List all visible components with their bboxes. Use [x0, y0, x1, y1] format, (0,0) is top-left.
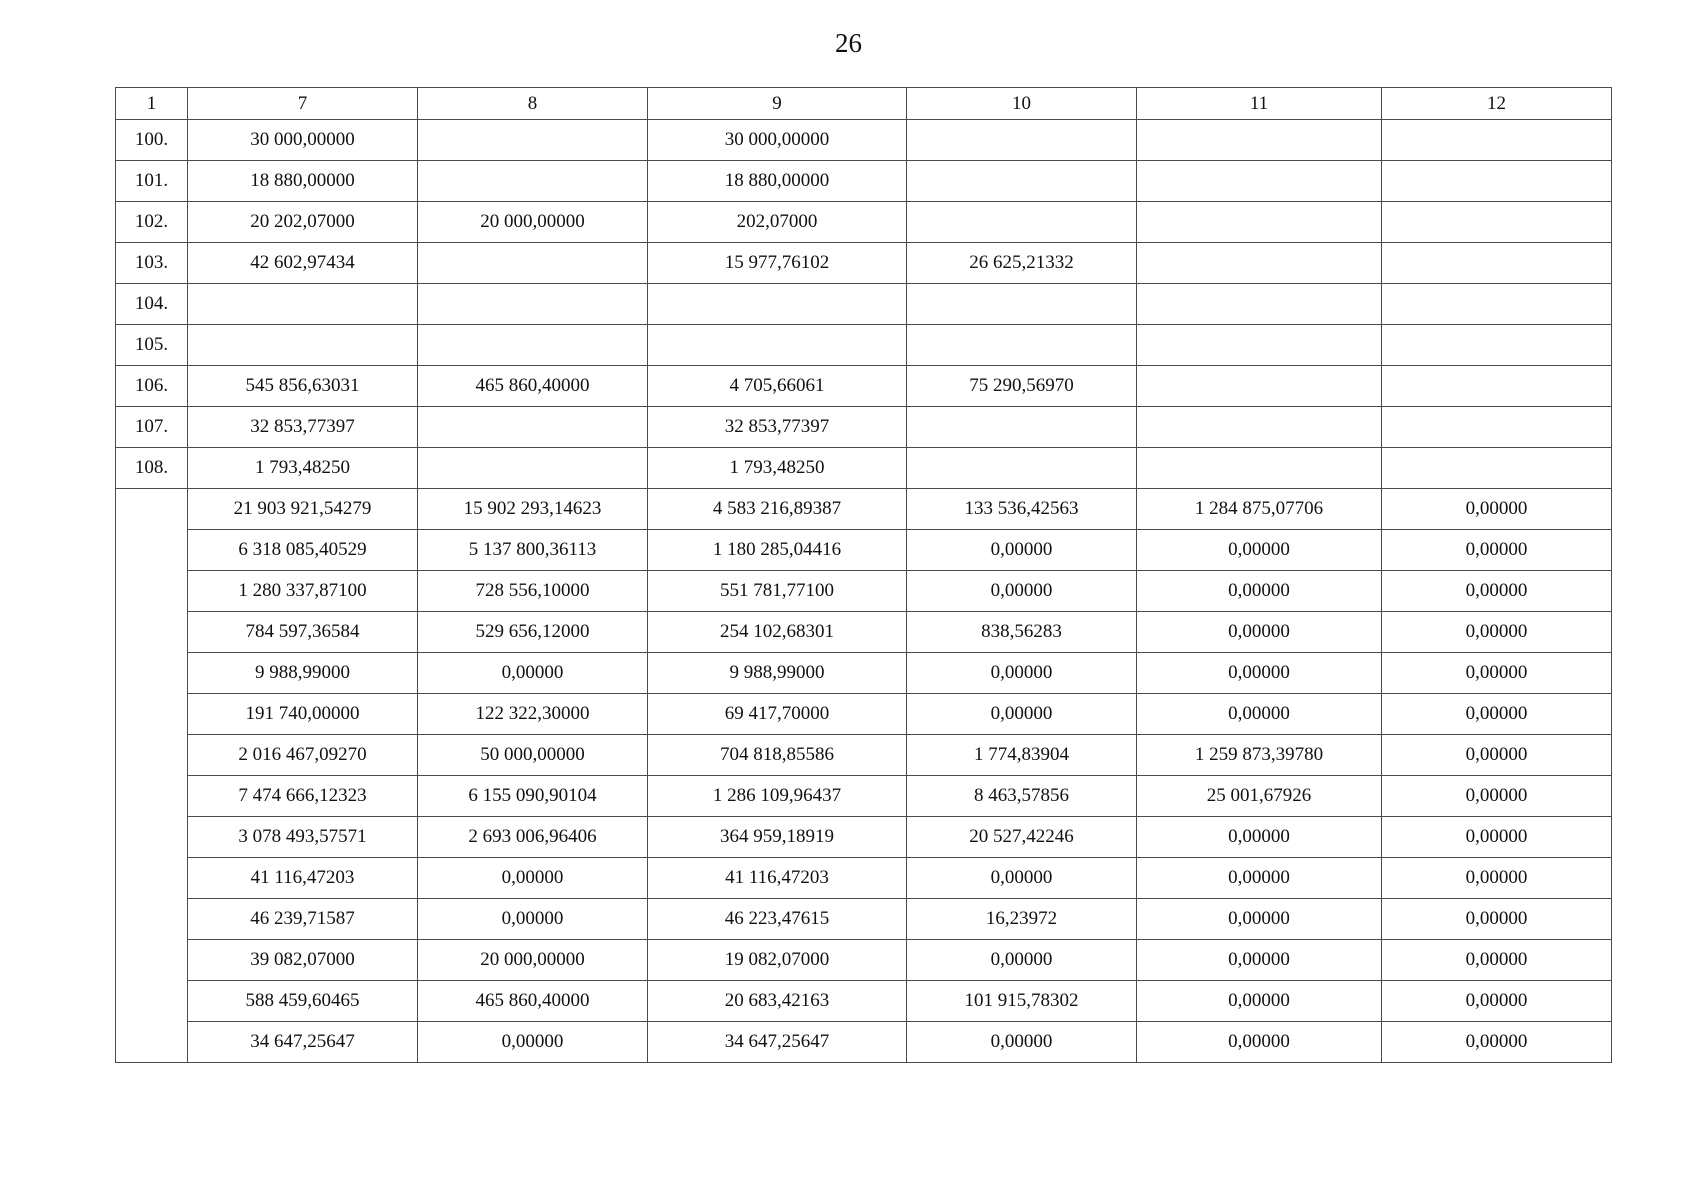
total-cell: 0,00000 [907, 1022, 1137, 1063]
table-row [116, 366, 1612, 407]
total-cell: 21 903 921,54279 [188, 489, 418, 530]
total-cell: 34 647,25647 [188, 1022, 418, 1063]
table-row [116, 202, 1612, 243]
total-cell: 4 583 216,89387 [648, 489, 907, 530]
total-cell: 0,00000 [418, 653, 648, 694]
table-row [116, 448, 1612, 489]
table-cell [1382, 366, 1612, 407]
total-cell: 0,00000 [907, 530, 1137, 571]
total-cell: 0,00000 [907, 940, 1137, 981]
table-cell [1137, 325, 1382, 366]
total-cell: 0,00000 [1382, 571, 1612, 612]
table-cell: 32 853,77397 [188, 407, 418, 448]
total-cell: 0,00000 [1382, 817, 1612, 858]
row-number-cell: 100. [116, 120, 188, 161]
total-cell: 0,00000 [1137, 1022, 1382, 1063]
total-cell: 0,00000 [418, 1022, 648, 1063]
total-row [116, 858, 1612, 899]
table-cell [1382, 407, 1612, 448]
table-cell: 26 625,21332 [907, 243, 1137, 284]
total-cell: 0,00000 [1382, 694, 1612, 735]
row-number-cell: 101. [116, 161, 188, 202]
total-cell: 15 902 293,14623 [418, 489, 648, 530]
table-cell [907, 448, 1137, 489]
table-cell [907, 325, 1137, 366]
total-cell: 133 536,42563 [907, 489, 1137, 530]
total-cell: 39 082,07000 [188, 940, 418, 981]
total-row [116, 612, 1612, 653]
total-cell: 0,00000 [1382, 489, 1612, 530]
total-cell: 0,00000 [1382, 776, 1612, 817]
table-cell [418, 161, 648, 202]
total-cell: 0,00000 [1382, 899, 1612, 940]
total-cell: 1 286 109,96437 [648, 776, 907, 817]
merged-empty-cell [116, 489, 188, 1063]
total-cell: 2 693 006,96406 [418, 817, 648, 858]
total-cell: 0,00000 [1137, 981, 1382, 1022]
row-number-cell: 102. [116, 202, 188, 243]
table-cell [1382, 448, 1612, 489]
total-cell: 0,00000 [1382, 981, 1612, 1022]
total-cell: 2 016 467,09270 [188, 735, 418, 776]
table-row [116, 120, 1612, 161]
total-cell: 41 116,47203 [648, 858, 907, 899]
total-cell: 0,00000 [1382, 612, 1612, 653]
table-cell [1382, 284, 1612, 325]
total-cell: 364 959,18919 [648, 817, 907, 858]
budget-table [115, 87, 1612, 1063]
total-cell: 0,00000 [1137, 571, 1382, 612]
total-cell: 0,00000 [1137, 858, 1382, 899]
table-cell: 30 000,00000 [188, 120, 418, 161]
total-cell: 784 597,36584 [188, 612, 418, 653]
total-row [116, 653, 1612, 694]
total-cell: 0,00000 [1382, 735, 1612, 776]
column-header: 1 [116, 88, 188, 120]
total-cell: 0,00000 [1137, 653, 1382, 694]
total-row [116, 899, 1612, 940]
total-cell: 7 474 666,12323 [188, 776, 418, 817]
total-cell: 728 556,10000 [418, 571, 648, 612]
total-cell: 69 417,70000 [648, 694, 907, 735]
table-cell: 1 793,48250 [648, 448, 907, 489]
total-cell: 34 647,25647 [648, 1022, 907, 1063]
column-header: 11 [1137, 88, 1382, 120]
total-cell: 0,00000 [1137, 612, 1382, 653]
total-cell: 529 656,12000 [418, 612, 648, 653]
table-cell [1137, 407, 1382, 448]
table-cell [1382, 202, 1612, 243]
total-cell: 46 239,71587 [188, 899, 418, 940]
total-cell: 838,56283 [907, 612, 1137, 653]
table-cell: 30 000,00000 [648, 120, 907, 161]
total-row [116, 735, 1612, 776]
table-cell [907, 202, 1137, 243]
total-cell: 0,00000 [1382, 653, 1612, 694]
table-cell [1137, 120, 1382, 161]
table-cell [418, 243, 648, 284]
table-cell [648, 325, 907, 366]
total-cell: 0,00000 [1137, 940, 1382, 981]
total-cell: 704 818,85586 [648, 735, 907, 776]
table-cell [418, 448, 648, 489]
table-cell [418, 407, 648, 448]
total-cell: 1 280 337,87100 [188, 571, 418, 612]
table-cell [907, 407, 1137, 448]
total-cell: 5 137 800,36113 [418, 530, 648, 571]
table-cell: 20 000,00000 [418, 202, 648, 243]
table-cell: 465 860,40000 [418, 366, 648, 407]
total-cell: 1 284 875,07706 [1137, 489, 1382, 530]
table-row [116, 284, 1612, 325]
table-cell [188, 284, 418, 325]
total-cell: 46 223,47615 [648, 899, 907, 940]
total-cell: 0,00000 [1137, 899, 1382, 940]
total-cell: 0,00000 [1137, 530, 1382, 571]
column-header: 12 [1382, 88, 1612, 120]
table-row [116, 325, 1612, 366]
total-cell: 0,00000 [1382, 858, 1612, 899]
total-cell: 0,00000 [1382, 530, 1612, 571]
total-cell: 6 155 090,90104 [418, 776, 648, 817]
total-cell: 3 078 493,57571 [188, 817, 418, 858]
table-cell [1137, 243, 1382, 284]
total-cell: 1 774,83904 [907, 735, 1137, 776]
total-row [116, 981, 1612, 1022]
table-cell: 4 705,66061 [648, 366, 907, 407]
table-cell [1137, 161, 1382, 202]
table-cell [1382, 120, 1612, 161]
total-cell: 41 116,47203 [188, 858, 418, 899]
table-body [116, 88, 1612, 1063]
total-cell: 50 000,00000 [418, 735, 648, 776]
row-number-cell: 106. [116, 366, 188, 407]
total-cell: 465 860,40000 [418, 981, 648, 1022]
total-cell: 101 915,78302 [907, 981, 1137, 1022]
total-cell: 0,00000 [418, 899, 648, 940]
table-cell: 18 880,00000 [188, 161, 418, 202]
total-row [116, 694, 1612, 735]
total-cell: 551 781,77100 [648, 571, 907, 612]
table-row [116, 243, 1612, 284]
table-cell [907, 120, 1137, 161]
table-cell [907, 284, 1137, 325]
total-cell: 8 463,57856 [907, 776, 1137, 817]
table-cell [1137, 202, 1382, 243]
total-row [116, 571, 1612, 612]
total-cell: 0,00000 [1137, 817, 1382, 858]
total-cell: 191 740,00000 [188, 694, 418, 735]
total-cell: 6 318 085,40529 [188, 530, 418, 571]
table-cell [188, 325, 418, 366]
total-cell: 0,00000 [418, 858, 648, 899]
total-cell: 20 000,00000 [418, 940, 648, 981]
total-cell: 588 459,60465 [188, 981, 418, 1022]
total-cell: 16,23972 [907, 899, 1137, 940]
total-cell: 20 683,42163 [648, 981, 907, 1022]
table-cell: 545 856,63031 [188, 366, 418, 407]
table-row [116, 407, 1612, 448]
table-cell [418, 120, 648, 161]
total-cell: 1 259 873,39780 [1137, 735, 1382, 776]
total-cell: 9 988,99000 [648, 653, 907, 694]
table-cell [418, 284, 648, 325]
total-row [116, 776, 1612, 817]
table-cell [1382, 161, 1612, 202]
total-cell: 20 527,42246 [907, 817, 1137, 858]
total-row [116, 940, 1612, 981]
total-cell: 0,00000 [1137, 694, 1382, 735]
total-cell: 254 102,68301 [648, 612, 907, 653]
table-cell: 32 853,77397 [648, 407, 907, 448]
total-cell: 1 180 285,04416 [648, 530, 907, 571]
row-number-cell: 108. [116, 448, 188, 489]
column-header: 9 [648, 88, 907, 120]
table-cell [1137, 448, 1382, 489]
table-cell: 20 202,07000 [188, 202, 418, 243]
column-header: 10 [907, 88, 1137, 120]
total-cell: 25 001,67926 [1137, 776, 1382, 817]
table-cell: 42 602,97434 [188, 243, 418, 284]
table-cell: 75 290,56970 [907, 366, 1137, 407]
table-header-row [116, 88, 1612, 120]
total-cell: 0,00000 [907, 571, 1137, 612]
table-cell [907, 161, 1137, 202]
total-cell: 0,00000 [1382, 1022, 1612, 1063]
table-cell [418, 325, 648, 366]
total-cell: 0,00000 [907, 858, 1137, 899]
row-number-cell: 105. [116, 325, 188, 366]
row-number-cell: 103. [116, 243, 188, 284]
table-cell: 202,07000 [648, 202, 907, 243]
table-cell [1382, 243, 1612, 284]
column-header: 7 [188, 88, 418, 120]
total-cell: 122 322,30000 [418, 694, 648, 735]
table-cell: 1 793,48250 [188, 448, 418, 489]
total-cell: 0,00000 [1382, 940, 1612, 981]
table-cell: 15 977,76102 [648, 243, 907, 284]
total-row [116, 817, 1612, 858]
total-row [116, 530, 1612, 571]
page-number: 26 [835, 28, 862, 58]
column-header: 8 [418, 88, 648, 120]
total-row [116, 489, 1612, 530]
table-cell [1137, 284, 1382, 325]
table-cell [648, 284, 907, 325]
total-cell: 19 082,07000 [648, 940, 907, 981]
row-number-cell: 104. [116, 284, 188, 325]
table-cell [1382, 325, 1612, 366]
table-cell: 18 880,00000 [648, 161, 907, 202]
total-cell: 0,00000 [907, 694, 1137, 735]
row-number-cell: 107. [116, 407, 188, 448]
table-cell [1137, 366, 1382, 407]
total-cell: 9 988,99000 [188, 653, 418, 694]
total-row [116, 1022, 1612, 1063]
table-row [116, 161, 1612, 202]
total-cell: 0,00000 [907, 653, 1137, 694]
